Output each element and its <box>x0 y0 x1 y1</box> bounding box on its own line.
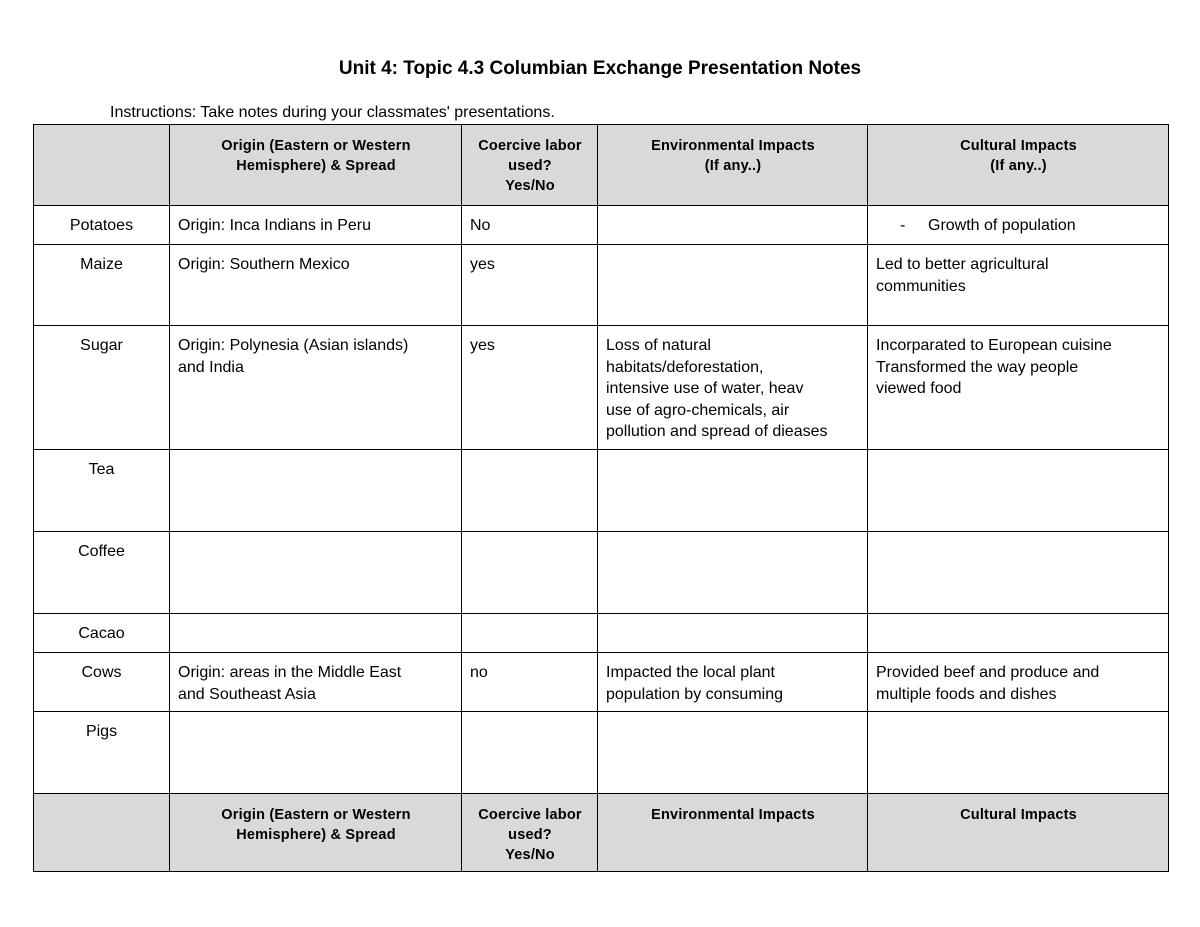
header-coercive <box>462 125 598 206</box>
row-cultural-bullet <box>876 215 1076 237</box>
row-item: Pigs <box>34 712 170 794</box>
row-cultural <box>868 206 1169 245</box>
row-origin-line: and Southeast Asia <box>178 685 316 703</box>
row-environmental <box>598 206 868 245</box>
row-environmental <box>598 245 868 326</box>
header-item-cell <box>34 125 170 206</box>
row-environmental-line: habitats/deforestation, <box>606 358 764 376</box>
row-environmental-line: Loss of natural <box>606 337 711 354</box>
bullet-dash: - <box>900 217 906 234</box>
row-cultural <box>868 614 1169 653</box>
row-coercive: yes <box>462 245 598 326</box>
header-cultural-line: Cultural Impacts <box>960 138 1077 154</box>
row-origin-line: Origin: Inca Indians in Peru <box>178 217 371 234</box>
row-cultural <box>868 653 1169 712</box>
header-coercive-line: Coercive labor <box>478 138 582 154</box>
row-cultural-line: viewed food <box>876 380 962 397</box>
header-origin-line: Hemisphere) & Spread <box>236 158 396 174</box>
row-environmental-line: intensive use of water, heav <box>606 380 804 397</box>
header-coercive-line: Coercive labor <box>478 807 582 823</box>
row-item: Coffee <box>34 532 170 614</box>
row-origin-line: and India <box>178 358 244 376</box>
row-origin <box>170 532 462 614</box>
header-cultural <box>868 794 1169 872</box>
row-coercive <box>462 712 598 794</box>
row-cultural <box>868 450 1169 532</box>
row-environmental <box>598 653 868 712</box>
header-coercive-line: Yes/No <box>505 178 555 194</box>
row-origin <box>170 206 462 245</box>
row-cultural <box>868 712 1169 794</box>
header-cultural <box>868 125 1169 206</box>
row-coercive <box>462 614 598 653</box>
row-origin-line: Origin: Southern Mexico <box>178 256 350 273</box>
table-row <box>34 326 1169 450</box>
table-row <box>34 532 1169 614</box>
table-row <box>34 712 1169 794</box>
row-origin <box>170 326 462 450</box>
row-coercive: No <box>462 206 598 245</box>
row-cultural-bullet-text: Growth of population <box>928 217 1076 234</box>
header-environmental-line: (If any..) <box>704 158 762 174</box>
row-item: Potatoes <box>34 206 170 245</box>
table-row <box>34 653 1169 712</box>
row-environmental <box>598 532 868 614</box>
header-environmental-line: Environmental Impacts <box>651 138 815 154</box>
row-item: Tea <box>34 450 170 532</box>
row-origin <box>170 450 462 532</box>
row-cultural-line: communities <box>876 277 966 295</box>
header-cultural-line: Cultural Impacts <box>960 807 1077 823</box>
header-coercive-line: used? <box>508 827 552 843</box>
row-coercive <box>462 450 598 532</box>
row-cultural <box>868 326 1169 450</box>
row-item: Cows <box>34 653 170 712</box>
row-coercive: no <box>462 653 598 712</box>
row-origin-line: Origin: Polynesia (Asian islands) <box>178 337 409 354</box>
header-origin-line: Origin (Eastern or Western <box>221 138 411 154</box>
row-environmental <box>598 712 868 794</box>
row-origin <box>170 653 462 712</box>
header-coercive-line: Yes/No <box>505 847 555 863</box>
table-row <box>34 245 1169 326</box>
header-environmental <box>598 125 868 206</box>
row-cultural-line: Provided beef and produce and <box>876 664 1100 681</box>
row-origin-line: Origin: areas in the Middle East <box>178 664 402 681</box>
table-row <box>34 450 1169 532</box>
instructions-text: Instructions: Take notes during your classmates' presentations. <box>110 104 555 121</box>
row-environmental-line: population by consuming <box>606 685 784 703</box>
header-origin-line: Origin (Eastern or Western <box>221 807 411 823</box>
row-environmental-line: Impacted the local plant <box>606 664 775 681</box>
row-item: Sugar <box>34 326 170 450</box>
row-item: Cacao <box>34 614 170 653</box>
header-origin <box>170 794 462 872</box>
row-environmental <box>598 326 868 450</box>
table-row <box>34 614 1169 653</box>
header-origin <box>170 125 462 206</box>
header-item-cell <box>34 794 170 872</box>
notes-table <box>33 124 1169 872</box>
row-environmental-line: use of agro-chemicals, air <box>606 401 790 419</box>
header-environmental-line: Environmental Impacts <box>651 807 815 823</box>
header-row-bottom <box>34 794 1169 872</box>
header-environmental <box>598 794 868 872</box>
row-environmental <box>598 450 868 532</box>
header-coercive-line: used? <box>508 158 552 174</box>
row-cultural <box>868 245 1169 326</box>
row-origin <box>170 712 462 794</box>
row-coercive <box>462 532 598 614</box>
row-environmental-line: pollution and spread of dieases <box>606 423 828 440</box>
row-cultural-line: Led to better agricultural <box>876 256 1049 273</box>
row-cultural-line: multiple foods and dishes <box>876 685 1057 703</box>
row-cultural-line: Transformed the way people <box>876 358 1079 376</box>
header-coercive <box>462 794 598 872</box>
header-origin-line: Hemisphere) & Spread <box>236 827 396 843</box>
row-origin <box>170 245 462 326</box>
header-row-top <box>34 125 1169 206</box>
row-coercive: yes <box>462 326 598 450</box>
row-origin <box>170 614 462 653</box>
page-title: Unit 4: Topic 4.3 Columbian Exchange Presentation Notes <box>338 58 862 79</box>
row-cultural <box>868 532 1169 614</box>
table-row <box>34 206 1169 245</box>
header-cultural-line: (If any..) <box>990 158 1047 174</box>
row-item: Maize <box>34 245 170 326</box>
row-cultural-line: Incorparated to European cuisine <box>876 337 1112 354</box>
row-environmental <box>598 614 868 653</box>
